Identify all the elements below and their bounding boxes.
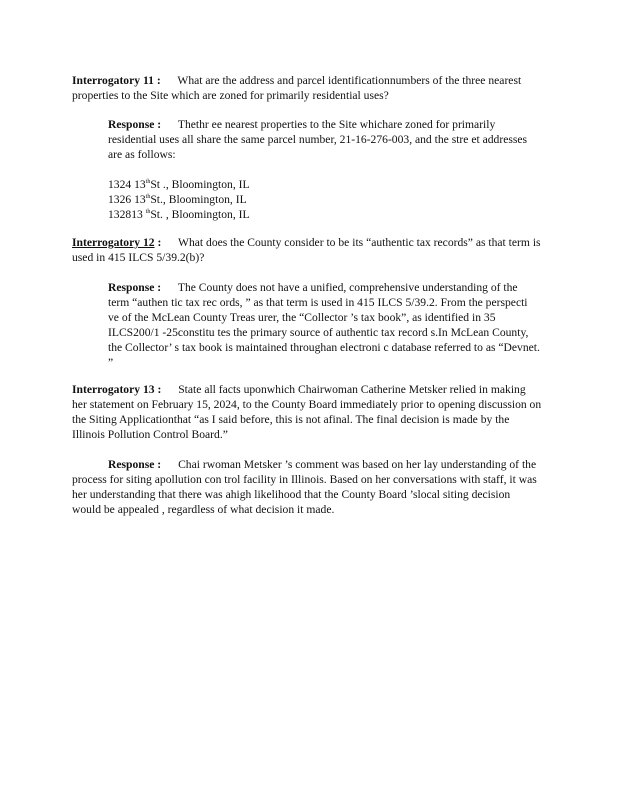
interrogatory-11-colon: : <box>156 74 161 87</box>
response-13-label: Response <box>108 458 155 471</box>
address-line: 1326 13thSt., Bloomington, IL <box>108 193 247 206</box>
interrogatory-11 <box>72 73 542 103</box>
address-line: 132813 $^{th}$St. , Bloomington, IL <box>108 208 250 221</box>
address-list <box>108 177 408 222</box>
interrogatory-11-question: What are the address and parcel identificationnumbers of the three nearest properties to the Site which are zoned for primarily residential uses? <box>72 74 522 102</box>
response-13 <box>72 457 542 517</box>
response-11-text: Thethr ee nearest properties to the Site whichare zoned for primarily residential uses all share the same parcel number, 21-16-276-003, and the stre et addresses are as follows: <box>108 118 528 161</box>
interrogatory-13 <box>72 382 542 442</box>
response-12-colon: : <box>157 281 162 294</box>
response-12-text: The County does not have a unified, comprehensive understanding of the term “authen tic tax rec ords, ” as that term is used in 415 ILCS 5/39.2. From the perspecti ve of the McLean County Treas urer, the “Collector ’s tax book”, as identified in 35 ILCS200/1 -25constitu tes the primary source of authentic tax record s.In McLean County, the Collector’ s tax book is maintained throughan electroni c database referred to as “Devnet. ” <box>108 281 540 369</box>
response-11-label: Response <box>108 118 155 131</box>
interrogatory-13-label: Interrogatory 13 <box>72 383 155 396</box>
interrogatory-12 <box>72 235 542 265</box>
response-13-text: Chai rwoman Metsker ’s comment was based on her lay understanding of the process for siting apollution con trol facility in Illinois. Based on her conversations with staff, it was her understanding that there was ahigh likelihood that the County Board ’slocal siting decision would be appealed , regardless of what decision it made. <box>72 458 537 516</box>
interrogatory-12-question: What does the County consider to be its “authentic tax records” as that term is used in 415 ILCS 5/39.2(b)? <box>72 236 541 264</box>
address-line: 1324 13thSt ., Bloomington, IL <box>108 178 250 191</box>
interrogatory-11-label: Interrogatory 11 <box>72 74 154 87</box>
response-13-colon: : <box>157 458 162 471</box>
response-12-label: Response <box>108 281 155 294</box>
response-11 <box>108 117 538 162</box>
response-12 <box>108 280 540 370</box>
interrogatory-13-question: State all facts uponwhich Chairwoman Catherine Metsker relied in making her statement on February 15, 2024, to the County Board immediately prior to opening discussion on the Siting Applicationthat “as I said before, this is not afinal. The final decision is made by the Illinois Pollution Control Board.” <box>72 383 542 441</box>
interrogatory-12-colon: : <box>157 236 162 249</box>
interrogatory-13-colon: : <box>157 383 162 396</box>
response-11-colon: : <box>157 118 162 131</box>
interrogatory-12-label: Interrogatory 12 <box>72 236 155 249</box>
